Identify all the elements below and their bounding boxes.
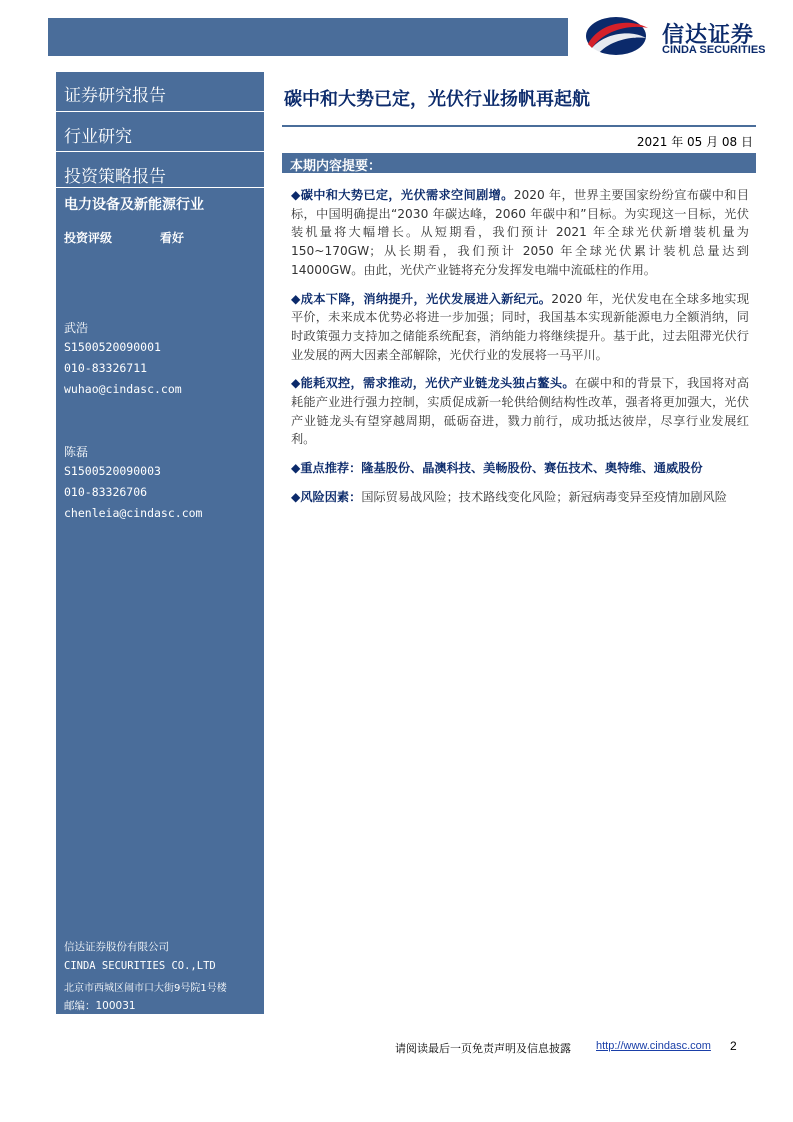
summary-paragraph	[291, 488, 749, 507]
company-name-en: CINDA SECURITIES CO.,LTD	[64, 960, 216, 972]
page-title: 碳中和大势已定，光伏行业扬帆再起航	[284, 89, 590, 110]
footer-disclaimer: 请阅读最后一页免责声明及信息披露	[395, 1042, 571, 1055]
paragraph-body: 2020 年，世界主要国家纷纷宣布碳中和目标，中国明确提出“2030 年碳达峰，2060 年碳中和”目标。为实现这一目标，光伏装机量将大幅增长。从短期看，我们预计 2021 年全球光伏新增装机量为 150~170GW；从长期看，我们预计 2050 年全球光伏累计装机总量达到 14000GW。由此，光伏产业链将充分发挥发电端中流砥柱的作用。	[291, 188, 750, 277]
rating-label: 投资评级	[64, 231, 113, 245]
cinda-logo	[582, 14, 772, 60]
summary-paragraph	[291, 290, 749, 365]
company-postcode: 邮编：100031	[64, 1000, 136, 1012]
paragraph-heading: ◆碳中和大势已定，光伏需求空间剧增。	[291, 188, 514, 202]
footer-website-link[interactable]: http://www.cindasc.com	[596, 1040, 711, 1052]
logo-chinese-name: 信达证券	[662, 23, 755, 48]
analyst-name: 武浩	[64, 321, 89, 335]
company-address: 北京市西城区闹市口大街9号院1号楼	[64, 983, 227, 994]
paragraph-body: 国际贸易战风险；技术路线变化风险；新冠病毒变异至疫情加剧风险	[361, 489, 727, 504]
company-name-cn: 信达证券股份有限公司	[64, 941, 169, 953]
analyst-phone: 010-83326711	[64, 361, 148, 375]
analyst-license: S1500520090003	[64, 464, 161, 478]
analyst-license: S1500520090001	[64, 340, 161, 354]
sidebar-divider	[56, 187, 264, 188]
page-number: 2	[730, 1039, 737, 1053]
summary-paragraph	[291, 186, 749, 280]
analyst-email: chenleia@cindasc.com	[64, 506, 203, 520]
summary-label: 本期内容提要：	[290, 159, 382, 174]
summary-paragraph	[291, 459, 749, 478]
logo-english-name: CINDA SECURITIES	[662, 44, 766, 56]
report-date: 2021 年 05 月 08 日	[636, 135, 753, 149]
analyst-email: wuhao@cindasc.com	[64, 382, 182, 396]
cinda-swoosh-icon	[582, 14, 652, 58]
analyst-name: 陈磊	[64, 445, 89, 459]
header-bar	[48, 18, 568, 56]
paragraph-heading: ◆风险因素：	[291, 489, 362, 504]
sidebar-category: 行业研究	[64, 127, 132, 147]
title-divider	[282, 125, 756, 127]
paragraph-heading: ◆成本下降，消纳提升，光伏发展进入新纪元。	[291, 291, 552, 306]
sidebar-subtype: 投资策略报告	[64, 167, 166, 187]
sidebar-industry: 电力设备及新能源行业	[64, 197, 204, 213]
paragraph-body: 2020 年，光伏发电在全球多地实现平价，未来成本优势必将进一步加强；同时，我国基本实现新能源电力全额消纳，同时政策强力支持加之储能系统配套，消纳能力将继续提升。基于此，过去阻滞光伏行业发展的两大因素全部解除，光伏行业的发展将一马平川。	[291, 291, 750, 362]
rating-value: 看好	[160, 231, 185, 245]
paragraph-body: 在碳中和的背景下，我国将对高耗能产业进行强力控制，实质促成新一轮供给侧结构性改革，强者将更加强大，光伏产业链龙头有望穿越周期，砥砺奋进，戮力前行，成功抵达彼岸，尽享行业发展红利。	[291, 376, 750, 447]
summary-header	[282, 153, 756, 173]
sidebar-report-type: 证券研究报告	[64, 86, 166, 106]
sidebar	[56, 72, 264, 1014]
summary-paragraph	[291, 374, 749, 449]
paragraph-heading: ◆重点推荐：隆基股份、晶澳科技、美畅股份、赛伍技术、奥特维、通威股份	[291, 461, 703, 476]
analyst-phone: 010-83326706	[64, 485, 148, 499]
summary-content	[291, 186, 749, 517]
paragraph-heading: ◆能耗双控，需求推动，光伏产业链龙头独占鳌头。	[291, 376, 575, 391]
